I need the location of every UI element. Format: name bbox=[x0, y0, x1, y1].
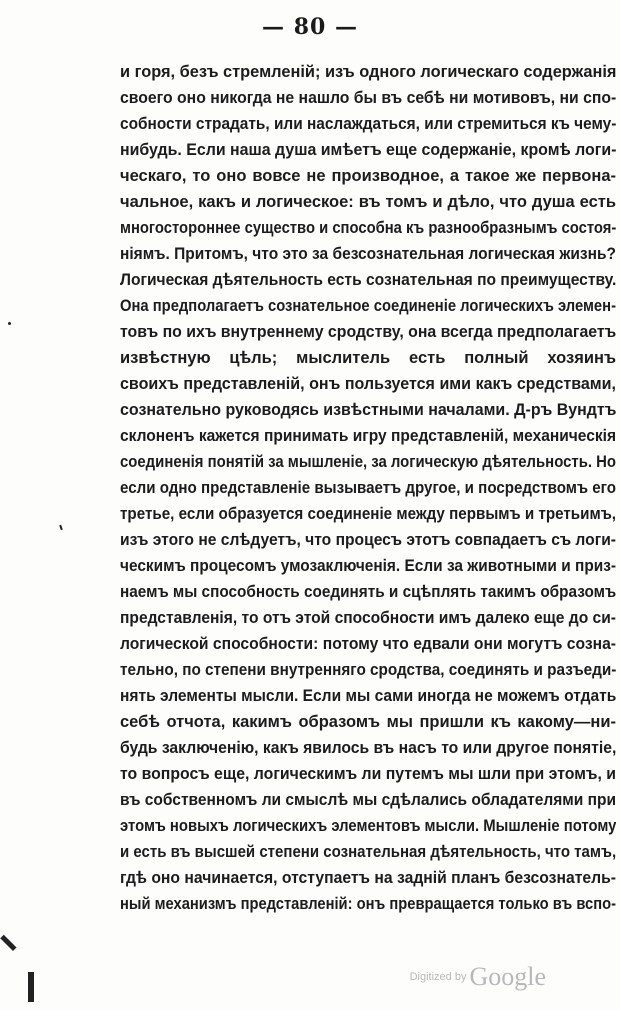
text-line: то вопросъ еще, логическимъ ли путемъ мы шли при этомъ, и bbox=[120, 765, 616, 783]
text-line: тельно, по степени внутренняго сродства, соединять и разъеди- bbox=[120, 661, 616, 679]
text-line: ческаго, то оно вовсе не производное, а такое же первона- bbox=[120, 167, 616, 185]
text-line: сознательно руководясь извѣстными началами. Д-ръ Вундтъ bbox=[120, 401, 616, 419]
text-line: чальное, какъ и логическое: въ томъ и дѣло, что душа есть bbox=[120, 193, 616, 211]
body-text bbox=[120, 59, 620, 917]
text-line: нять элементы мысли. Если мы сами иногда не можемъ отдать bbox=[120, 687, 616, 705]
digitized-watermark bbox=[410, 962, 546, 992]
text-line: этомъ новыхъ логическихъ элементовъ мысли. Мышленіе потому bbox=[120, 817, 616, 835]
text-line: наемъ мы способность соединять и сцѣплять такимъ образомъ bbox=[120, 583, 616, 601]
text-line: своего оно никогда не нашло бы въ себѣ ни мотивовъ, ни спо- bbox=[120, 89, 616, 107]
scan-mark bbox=[0, 935, 16, 951]
google-logo: Google bbox=[469, 962, 546, 991]
text-line: ный механизмъ представленій: онъ превращается только въ вспо- bbox=[120, 895, 616, 913]
text-line: ніямъ. Притомъ, что это за безсознательная логическая жизнь? bbox=[120, 245, 616, 263]
text-line: нибудь. Если наша душа имѣетъ еще содержаніе, кромѣ логи- bbox=[120, 141, 616, 159]
text-line: товъ по ихъ внутреннему сродству, она всегда предполагаетъ bbox=[120, 323, 616, 341]
page-number: — 80 — bbox=[262, 14, 358, 40]
scan-mark bbox=[28, 972, 34, 1002]
text-line: третье, если образуется соединеніе между первымъ и третьимъ, bbox=[120, 505, 616, 523]
text-line: соединенія понятій за мышленіе, за логическую дѣятельность. Но bbox=[120, 453, 616, 471]
text-line: логической способности: потому что едвали они могутъ созна- bbox=[120, 635, 616, 653]
scan-mark bbox=[59, 525, 63, 530]
text-line: и горя, безъ стремленій; изъ одного логическаго содержанія bbox=[120, 63, 616, 81]
text-line: многостороннее существо и способна къ разнообразнымъ состоя- bbox=[120, 219, 616, 237]
text-line: себѣ отчота, какимъ образомъ мы пришли къ какому—ни- bbox=[120, 713, 616, 731]
text-line: собности страдать, или наслаждаться, или стремиться къ чему- bbox=[120, 115, 616, 133]
text-line: въ собственномъ ли смыслѣ мы сдѣлались обладателями при bbox=[120, 791, 616, 809]
text-line: гдѣ оно начинается, отступаетъ на задній планъ безсознатель- bbox=[120, 869, 616, 887]
text-line: Она предполагаетъ сознательное соединеніе логическихъ элемен- bbox=[120, 297, 616, 315]
watermark-prefix: Digitized by bbox=[409, 971, 467, 983]
text-line: извѣстную цѣль; мыслитель есть полный хозяинъ bbox=[120, 349, 616, 367]
text-line: изъ этого не слѣдуетъ, что процесъ этотъ совпадаетъ съ логи- bbox=[120, 531, 616, 549]
text-line: и есть въ высшей степени сознательная дѣятельность, что тамъ, bbox=[120, 843, 616, 861]
scan-mark bbox=[8, 322, 11, 325]
text-line: Логическая дѣятельность есть сознательная по преимуществу. bbox=[120, 271, 616, 289]
text-line: ческимъ процесомъ умозаключенія. Если за животными и приз- bbox=[120, 557, 616, 575]
text-line: будь заключенію, какъ явилось въ насъ то или другое понятіе, bbox=[120, 739, 616, 757]
text-line: своихъ представленій, онъ пользуется ими какъ средствами, bbox=[120, 375, 616, 393]
text-line: если одно представленіе вызываетъ другое, и посредствомъ его bbox=[120, 479, 616, 497]
text-line: склоненъ кажется принимать игру представленій, механическія bbox=[120, 427, 616, 445]
text-line: представленія, то отъ этой способности имъ далеко еще до си- bbox=[120, 609, 616, 627]
